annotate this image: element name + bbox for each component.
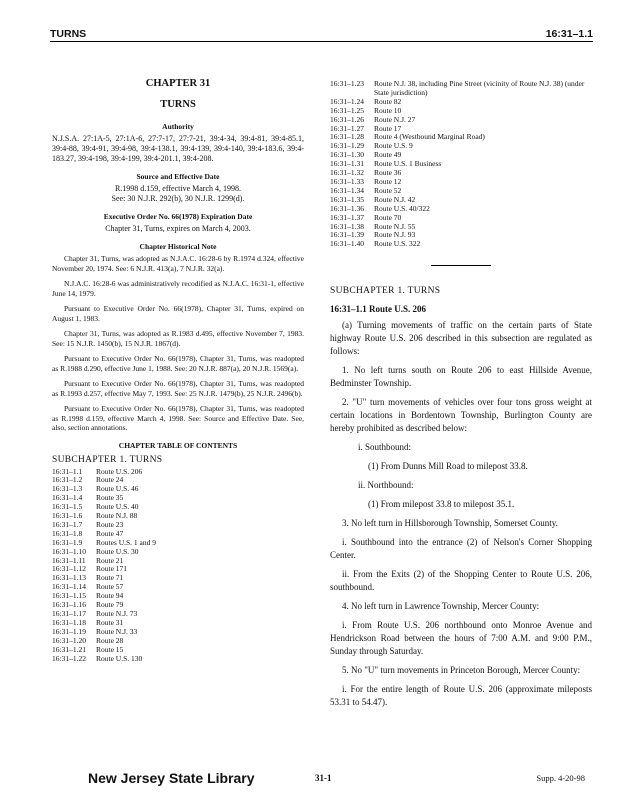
toc-section-number: 16:31–1.12 bbox=[52, 564, 86, 574]
item-4: 4. No left turn in Lawrence Township, Mercer County: bbox=[342, 601, 540, 612]
toc-list-continued bbox=[330, 80, 592, 249]
item-1: 1. No left turns south on Route 206 to east Hillside Avenue, Bedminster Township. bbox=[330, 365, 592, 389]
toc-section-title: Route N.J. 27 bbox=[374, 114, 416, 124]
toc-section-number: 16:31–1.11 bbox=[52, 555, 86, 565]
toc-section-title: Route U.S. 9 bbox=[374, 141, 413, 151]
supplement-date: Supp. 4-20-98 bbox=[536, 773, 585, 783]
toc-row bbox=[330, 214, 592, 223]
history-note: N.J.A.C. 16:28-6 was administratively recodified as N.J.A.C. 16:31-1, effective June 14, 1979. bbox=[52, 279, 304, 298]
toc-section-number: 16:31–1.16 bbox=[52, 600, 86, 610]
toc-section-title: Route 24 bbox=[96, 475, 124, 485]
toc-section-number: 16:31–1.37 bbox=[330, 212, 364, 222]
header-title: TURNS bbox=[50, 28, 87, 40]
toc-section-number: 16:31–1.29 bbox=[330, 141, 364, 151]
toc-section-title: Route 12 bbox=[374, 176, 402, 186]
toc-row bbox=[52, 512, 304, 521]
toc-section-title: Route U.S. 1 Business bbox=[374, 159, 442, 169]
toc-row bbox=[52, 610, 304, 619]
toc-row bbox=[52, 476, 304, 485]
toc-section-title: Route 15 bbox=[96, 644, 124, 654]
item-2-ii-1: (1) From milepost 33.8 to milepost 35.1. bbox=[368, 499, 515, 510]
toc-row bbox=[52, 557, 304, 566]
toc-section-title: Route 21 bbox=[96, 555, 124, 565]
toc-section-number: 16:31–1.34 bbox=[330, 185, 364, 195]
toc-section-title: Route N.J. 38, including Pine Street (vicinity of Route N.J. 38) (under State jurisdiction) bbox=[374, 79, 585, 97]
running-header bbox=[50, 0, 593, 40]
toc-row bbox=[52, 565, 304, 574]
toc-section-number: 16:31–1.13 bbox=[52, 573, 86, 583]
toc-section-title: Route 4 (Westbound Marginal Road) bbox=[374, 132, 485, 142]
toc-section-title: Route 31 bbox=[96, 617, 124, 627]
toc-section-number: 16:31–1.27 bbox=[330, 123, 364, 133]
toc-section-title: Route U.S. 322 bbox=[374, 239, 421, 249]
toc-section-title: Route 17 bbox=[374, 123, 402, 133]
toc-section-title: Route 79 bbox=[96, 600, 124, 610]
history-heading: Chapter Historical Note bbox=[139, 242, 217, 251]
toc-section-number: 16:31–1.7 bbox=[52, 519, 83, 529]
toc-section-title: Route U.S. 40/322 bbox=[374, 203, 430, 213]
item-2-ii: ii. Northbound: bbox=[358, 480, 414, 491]
source-line-2: See: 30 N.J.R. 292(b), 30 N.J.R. 1299(d). bbox=[111, 194, 245, 203]
toc-row bbox=[52, 601, 304, 610]
toc-section-number: 16:31–1.17 bbox=[52, 609, 86, 618]
source-heading: Source and Effective Date bbox=[136, 172, 220, 181]
toc-section-title: Route 36 bbox=[374, 168, 402, 178]
toc-section-title: Route N.J. 33 bbox=[96, 626, 138, 636]
toc-row bbox=[330, 231, 592, 240]
toc-section-title: Route 23 bbox=[96, 519, 124, 529]
toc-section-number: 16:31–1.23 bbox=[330, 79, 364, 88]
history-note: Pursuant to Executive Order No. 66(1978), Chapter 31, Turns, was readopted as R.1988 d.290, effective June 1, 1988. See: 20 N.J.R. 887(a), 20 N.J.R. 1569(a). bbox=[52, 354, 304, 373]
item-2-i: i. Southbound: bbox=[358, 442, 412, 453]
toc-subchapter: SUBCHAPTER 1. TURNS bbox=[52, 454, 163, 465]
toc-section-number: 16:31–1.33 bbox=[330, 176, 364, 186]
toc-section-title: Route 10 bbox=[374, 105, 402, 115]
toc-section-title: Routes U.S. 1 and 9 bbox=[96, 537, 156, 547]
toc-row bbox=[330, 142, 592, 151]
toc-row bbox=[52, 574, 304, 583]
toc-row bbox=[52, 628, 304, 637]
toc-section-number: 16:31–1.10 bbox=[52, 546, 86, 556]
toc-section-number: 16:31–1.32 bbox=[330, 168, 364, 178]
toc-section-number: 16:31–1.31 bbox=[330, 159, 364, 169]
toc-row bbox=[330, 133, 592, 142]
toc-section-number: 16:31–1.6 bbox=[52, 511, 83, 521]
item-4-i: i. From Route U.S. 206 northbound onto Monroe Avenue and Hendrickson Road between the hours of 7:00 A.M. and 9:00 P.M., Sunday through Saturday. bbox=[330, 620, 592, 657]
toc-section-number: 16:31–1.30 bbox=[330, 150, 364, 160]
toc-section-number: 16:31–1.9 bbox=[52, 537, 83, 547]
toc-row bbox=[330, 187, 592, 196]
toc-heading: CHAPTER TABLE OF CONTENTS bbox=[118, 440, 238, 450]
toc-row bbox=[330, 178, 592, 187]
toc-row bbox=[330, 116, 592, 125]
item-3: 3. No left turn in Hillsborough Township, Somerset County. bbox=[342, 518, 558, 529]
item-2: 2. "U" turn movements of vehicles over four tons gross weight at certain locations in Bordentown Township, Burlington County are hereby prohibited as described below: bbox=[330, 397, 592, 434]
toc-section-number: 16:31–1.19 bbox=[52, 626, 86, 636]
toc-row bbox=[330, 98, 592, 107]
toc-row bbox=[330, 196, 592, 205]
toc-row bbox=[52, 548, 304, 557]
toc-section-number: 16:31–1.35 bbox=[330, 194, 364, 204]
left-column bbox=[52, 78, 304, 663]
toc-row bbox=[330, 169, 592, 178]
toc-row bbox=[52, 521, 304, 530]
toc-row bbox=[52, 619, 304, 628]
toc-section-title: Route 52 bbox=[374, 185, 402, 195]
toc-section-number: 16:31–1.21 bbox=[52, 644, 86, 654]
authority-heading: Authority bbox=[162, 122, 194, 131]
toc-section-number: 16:31–1.8 bbox=[52, 528, 83, 538]
toc-row bbox=[52, 646, 304, 655]
toc-row bbox=[52, 503, 304, 512]
toc-section-title: Route U.S. 40 bbox=[96, 502, 139, 512]
divider bbox=[431, 265, 491, 266]
right-column bbox=[330, 80, 592, 715]
eo-heading: Executive Order No. 66(1978) Expiration Date bbox=[103, 212, 253, 221]
toc-row bbox=[330, 151, 592, 160]
toc-section-number: 16:31–1.3 bbox=[52, 484, 83, 494]
item-3-i: i. Southbound into the entrance (2) of Nelson's Corner Shopping Center. bbox=[330, 537, 592, 561]
toc-section-title: Route N.J. 55 bbox=[374, 221, 416, 231]
toc-section-number: 16:31–1.18 bbox=[52, 617, 86, 627]
header-rule bbox=[50, 41, 593, 42]
source-line-1: R.1998 d.159, effective March 4, 1998. bbox=[114, 184, 242, 193]
toc-section-number: 16:31–1.40 bbox=[330, 239, 364, 249]
toc-row bbox=[52, 485, 304, 494]
chapter-title: TURNS bbox=[160, 99, 196, 110]
header-section: 16:31–1.1 bbox=[545, 28, 593, 40]
toc-section-title: Route N.J. 93 bbox=[374, 230, 416, 240]
toc-section-number: 16:31–1.36 bbox=[330, 203, 364, 213]
toc-section-number: 16:31–1.1 bbox=[52, 466, 83, 476]
toc-section-title: Route 71 bbox=[96, 573, 124, 583]
toc-row bbox=[330, 223, 592, 232]
toc-section-title: Route 171 bbox=[96, 564, 128, 574]
page-number: 31-1 bbox=[315, 773, 332, 783]
toc-row bbox=[52, 592, 304, 601]
toc-row bbox=[330, 80, 592, 98]
toc-section-title: Route 94 bbox=[96, 591, 124, 601]
toc-row bbox=[52, 539, 304, 548]
history-note: Chapter 31, Turns, was adopted as R.1983 d.495, effective November 7, 1983. See: 15 N.J.R. 1450(b), 15 N.J.R. 1867(d). bbox=[52, 329, 304, 348]
toc-section-number: 16:31–1.5 bbox=[52, 502, 83, 512]
toc-section-number: 16:31–1.25 bbox=[330, 105, 364, 115]
toc-row bbox=[52, 637, 304, 646]
toc-section-title: Route 82 bbox=[374, 96, 402, 106]
toc-section-number: 16:31–1.22 bbox=[52, 653, 86, 663]
toc-section-title: Route 28 bbox=[96, 635, 124, 645]
history-notes bbox=[52, 254, 304, 433]
chapter-number: CHAPTER 31 bbox=[145, 78, 211, 89]
toc-section-number: 16:31–1.39 bbox=[330, 230, 364, 240]
history-note: Pursuant to Executive Order No. 66(1978), Chapter 31, Turns, was readopted as R.1998 d.159, effective March 4, 1998. See: Source and Effective Date. See, also, section annotations. bbox=[52, 404, 304, 432]
toc-section-title: Route 47 bbox=[96, 528, 124, 538]
toc-section-number: 16:31–1.2 bbox=[52, 475, 83, 485]
toc-section-number: 16:31–1.4 bbox=[52, 493, 83, 503]
library-logo-text: New Jersey State Library bbox=[88, 770, 255, 786]
toc-section-number: 16:31–1.24 bbox=[330, 96, 364, 106]
section-heading: 16:31–1.1 Route U.S. 206 bbox=[330, 304, 426, 315]
toc-section-title: Route U.S. 30 bbox=[96, 546, 139, 556]
toc-section-title: Route 70 bbox=[374, 212, 402, 222]
toc-section-title: Route U.S. 206 bbox=[96, 466, 143, 476]
toc-section-title: Route 49 bbox=[374, 150, 402, 160]
toc-section-number: 16:31–1.14 bbox=[52, 582, 86, 592]
toc-section-number: 16:31–1.15 bbox=[52, 591, 86, 601]
toc-row bbox=[52, 583, 304, 592]
toc-row bbox=[52, 530, 304, 539]
history-note: Chapter 31, Turns, was adopted as N.J.A.C. 16:28-6 by R.1974 d.324, effective November 20, 1974. See: 6 N.J.R. 413(a), 7 N.J.R. 32(a). bbox=[52, 254, 304, 273]
item-5-i: i. For the entire length of Route U.S. 206 (approximate mileposts 53.31 to 54.47). bbox=[330, 684, 592, 708]
history-note: Pursuant to Executive Order No. 66(1978), Chapter 31, Turns, was readopted as R.1993 d.257, effective May 7, 1993. See: 25 N.J.R. 1479(b), 25 N.J.R. 2496(b). bbox=[52, 379, 304, 398]
toc-row bbox=[330, 107, 592, 116]
toc-section-title: Route N.J. 42 bbox=[374, 194, 416, 204]
item-5: 5. No "U" turn movements in Princeton Borough, Mercer County: bbox=[342, 665, 581, 676]
eo-text: Chapter 31, Turns, expires on March 4, 2003. bbox=[105, 224, 251, 233]
toc-section-title: Route U.S. 46 bbox=[96, 484, 139, 494]
toc-section-title: Route 35 bbox=[96, 493, 124, 503]
toc-section-title: Route 57 bbox=[96, 582, 124, 592]
toc-section-title: Route N.J. 73 bbox=[96, 609, 138, 618]
toc-row bbox=[52, 494, 304, 503]
history-note: Pursuant to Executive Order No. 66(1978), Chapter 31, Turns, expired on August 1, 1983. bbox=[52, 304, 304, 323]
toc-section-title: Route N.J. 88 bbox=[96, 511, 138, 521]
paragraph-a: (a) Turning movements of traffic on the certain parts of State highway Route U.S. 206 described in this subsection are regulated as follows: bbox=[330, 320, 592, 357]
toc-section-number: 16:31–1.28 bbox=[330, 132, 364, 142]
toc-section-number: 16:31–1.20 bbox=[52, 635, 86, 645]
toc-row bbox=[52, 655, 304, 664]
toc-row bbox=[52, 468, 304, 477]
toc-section-number: 16:31–1.38 bbox=[330, 221, 364, 231]
toc-row bbox=[330, 160, 592, 169]
authority-text: N.J.S.A. 27:1A-5, 27:1A-6, 27:7-17, 27:7-21, 39:4-34, 39:4-81, 39:4-85.1, 39:4-88, 39:4-91, 39:4-98, 39:4-138.1, 39:4-139, 39:4-140, 39:4-183.6, 39:4-183.27, 39:4-198, 39:4-199, 39:4-201.1, 39:4-208. bbox=[52, 134, 304, 163]
toc-list bbox=[52, 468, 304, 664]
toc-section-number: 16:31–1.26 bbox=[330, 114, 364, 124]
item-3-ii: ii. From the Exits (2) of the Shopping Center to Route U.S. 206, southbound. bbox=[330, 569, 592, 593]
subchapter-heading: SUBCHAPTER 1. TURNS bbox=[330, 286, 441, 297]
toc-row bbox=[330, 205, 592, 214]
toc-row bbox=[330, 240, 592, 249]
toc-section-title: Route U.S. 130 bbox=[96, 653, 143, 663]
item-2-i-1: (1) From Dunns Mill Road to milepost 33.8. bbox=[368, 461, 528, 472]
